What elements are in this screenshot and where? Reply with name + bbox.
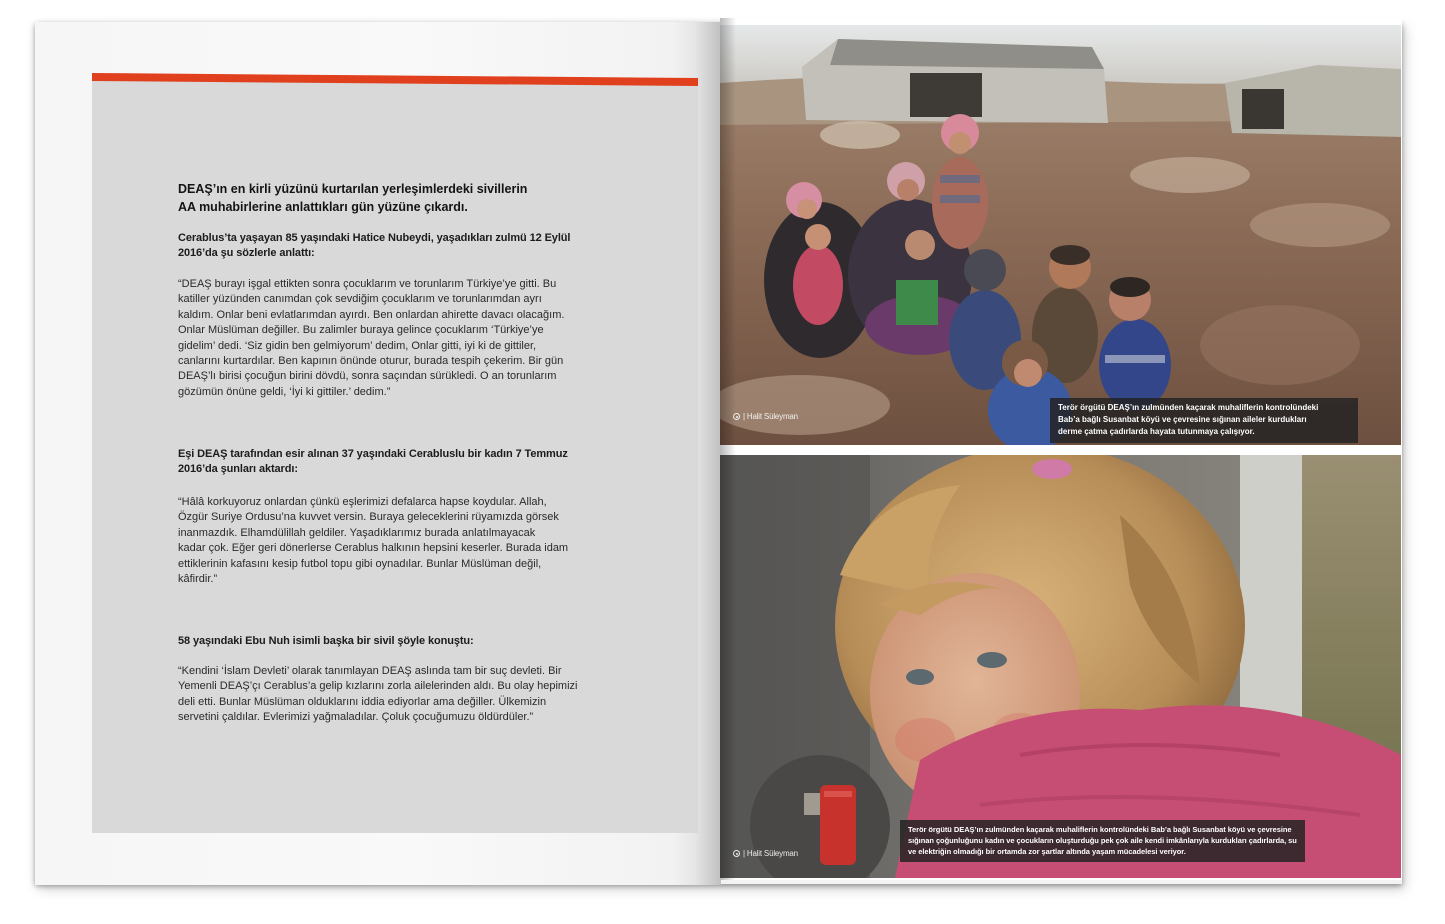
photo-caption: Terör örgütü DEAŞ’ın zulmünden kaçarak muhaliflerin kontrolündeki Bab’a bağlı Susanbat köyü ve çevresine sığınan aileler kurdukları derme çatma çadırlarda hayata tutunmaya çalışıyor. bbox=[1050, 398, 1358, 443]
article-heading: DEAŞ’ın en kirli yüzünü kurtarılan yerleşimlerdeki sivillerin AA muhabirlerine anlattıkları gün yüzüne çıkardı. bbox=[178, 182, 528, 214]
photo-credit-text: | Halit Süleyman bbox=[743, 849, 798, 858]
photo-credit-text: | Halit Süleyman bbox=[743, 412, 798, 421]
testimony-quote-2: “Hâlâ korkuyoruz onlardan çünkü eşlerimizi defalarca hapse koydular. Allah, Özgür Suriye Ordusu’na kuvvet versin. Buraya geleceklerini rüyamızda görsek inanmazdık. Elhamdülillah geldiler. Yaşadıklarımız burada anlatılmayacak kadar çok. Eğer geri dönerlerse Cerablus halkının hepsini keserler. Burada idam ettiklerinin kafasını kesip futbol topu gibi oynadılar. Bunlar Müslüman değil, kâfirdir.” bbox=[178, 496, 569, 586]
testimony-quote-3: “Kendini ‘İslam Devleti’ olarak tanımlayan DEAŞ aslında tam bir suç devleti. Bir Yemenli DEAŞ’çı Cerablus’a gelip kızlarını zorla ailelerinden aldı. Bu olay hepimizi deli etti. Bunlar Müslüman olduklarını iddia ediyorlar ama değiller. Ülkemizin servetini çaldılar. Evlerimizi yağmaladılar. Çoluk çocuğumuzu öldürdüler.” bbox=[178, 665, 578, 724]
photo-credit bbox=[733, 849, 798, 858]
accent-bar bbox=[92, 72, 698, 88]
testimony-intro-3: 58 yaşındaki Ebu Nuh isimli başka bir sivil şöyle konuştu: bbox=[178, 635, 474, 647]
text-panel bbox=[92, 81, 698, 833]
photo-refugee-family-image bbox=[720, 25, 1401, 445]
left-page bbox=[35, 22, 721, 885]
testimony-intro-1: Cerablus’ta yaşayan 85 yaşındaki Hatice Nubeydi, yaşadıkları zulmü 12 Eylül 2016’da şu sözlerle anlattı: bbox=[178, 232, 571, 260]
testimony-quote-1: “DEAŞ burayı işgal ettikten sonra çocuklarım ve torunlarım Türkiye’ye gitti. Bu katiller yüzünden canımdan çok sevdiğim çocuklarım ve torunlarımdan ayrı kaldım. Onlar beni evlatlarımdan ayırdı. Ben onlardan ahirette davacı olacağım. Onlar Müslüman değiller. Bu zalimler buraya gelince çocuklarım ‘Türkiye’ye gidelim’ dedi. ‘Siz gidin ben gelmiyorum’ dedim, Onlar gitti, iyi ki de gittiler, canlarını kurtardılar. Ben kapının önünde oturur, burada tespih çekerim. Bir gün DEAŞ’lı birisi çocuğun birini dövdü, sonra saçından sürükledi. O an torunlarım gözümün önüne geldi, ‘İyi ki gittiler.’ dedim.” bbox=[178, 278, 565, 398]
testimony-intro-2: Eşi DEAŞ tarafından esir alınan 37 yaşındaki Cerabluslu bir kadın 7 Temmuz 2016’da şunları aktardı: bbox=[178, 448, 568, 476]
photo-girl-portrait-image bbox=[720, 455, 1401, 878]
copyright-icon bbox=[733, 413, 740, 420]
photo-credit bbox=[733, 412, 798, 421]
copyright-icon bbox=[733, 850, 740, 857]
photo-caption: Terör örgütü DEAŞ’ın zulmünden kaçarak muhaliflerin kontrolündeki Bab’a bağlı Susanbat köyü ve çevresine sığınan çoğunluğunu kadın ve çocukların oluşturduğu pek çok aile kendi imkânlarıyla kurdukları çadırlarda, su ve elektriğin olmadığı bir ortamda zor şartlar altında yaşam mücadelesi veriyor. bbox=[900, 820, 1305, 862]
photo-refugee-family bbox=[720, 25, 1401, 445]
photo-girl-portrait bbox=[720, 455, 1401, 878]
spine-shadow-left bbox=[695, 22, 721, 885]
right-page bbox=[720, 18, 1402, 880]
